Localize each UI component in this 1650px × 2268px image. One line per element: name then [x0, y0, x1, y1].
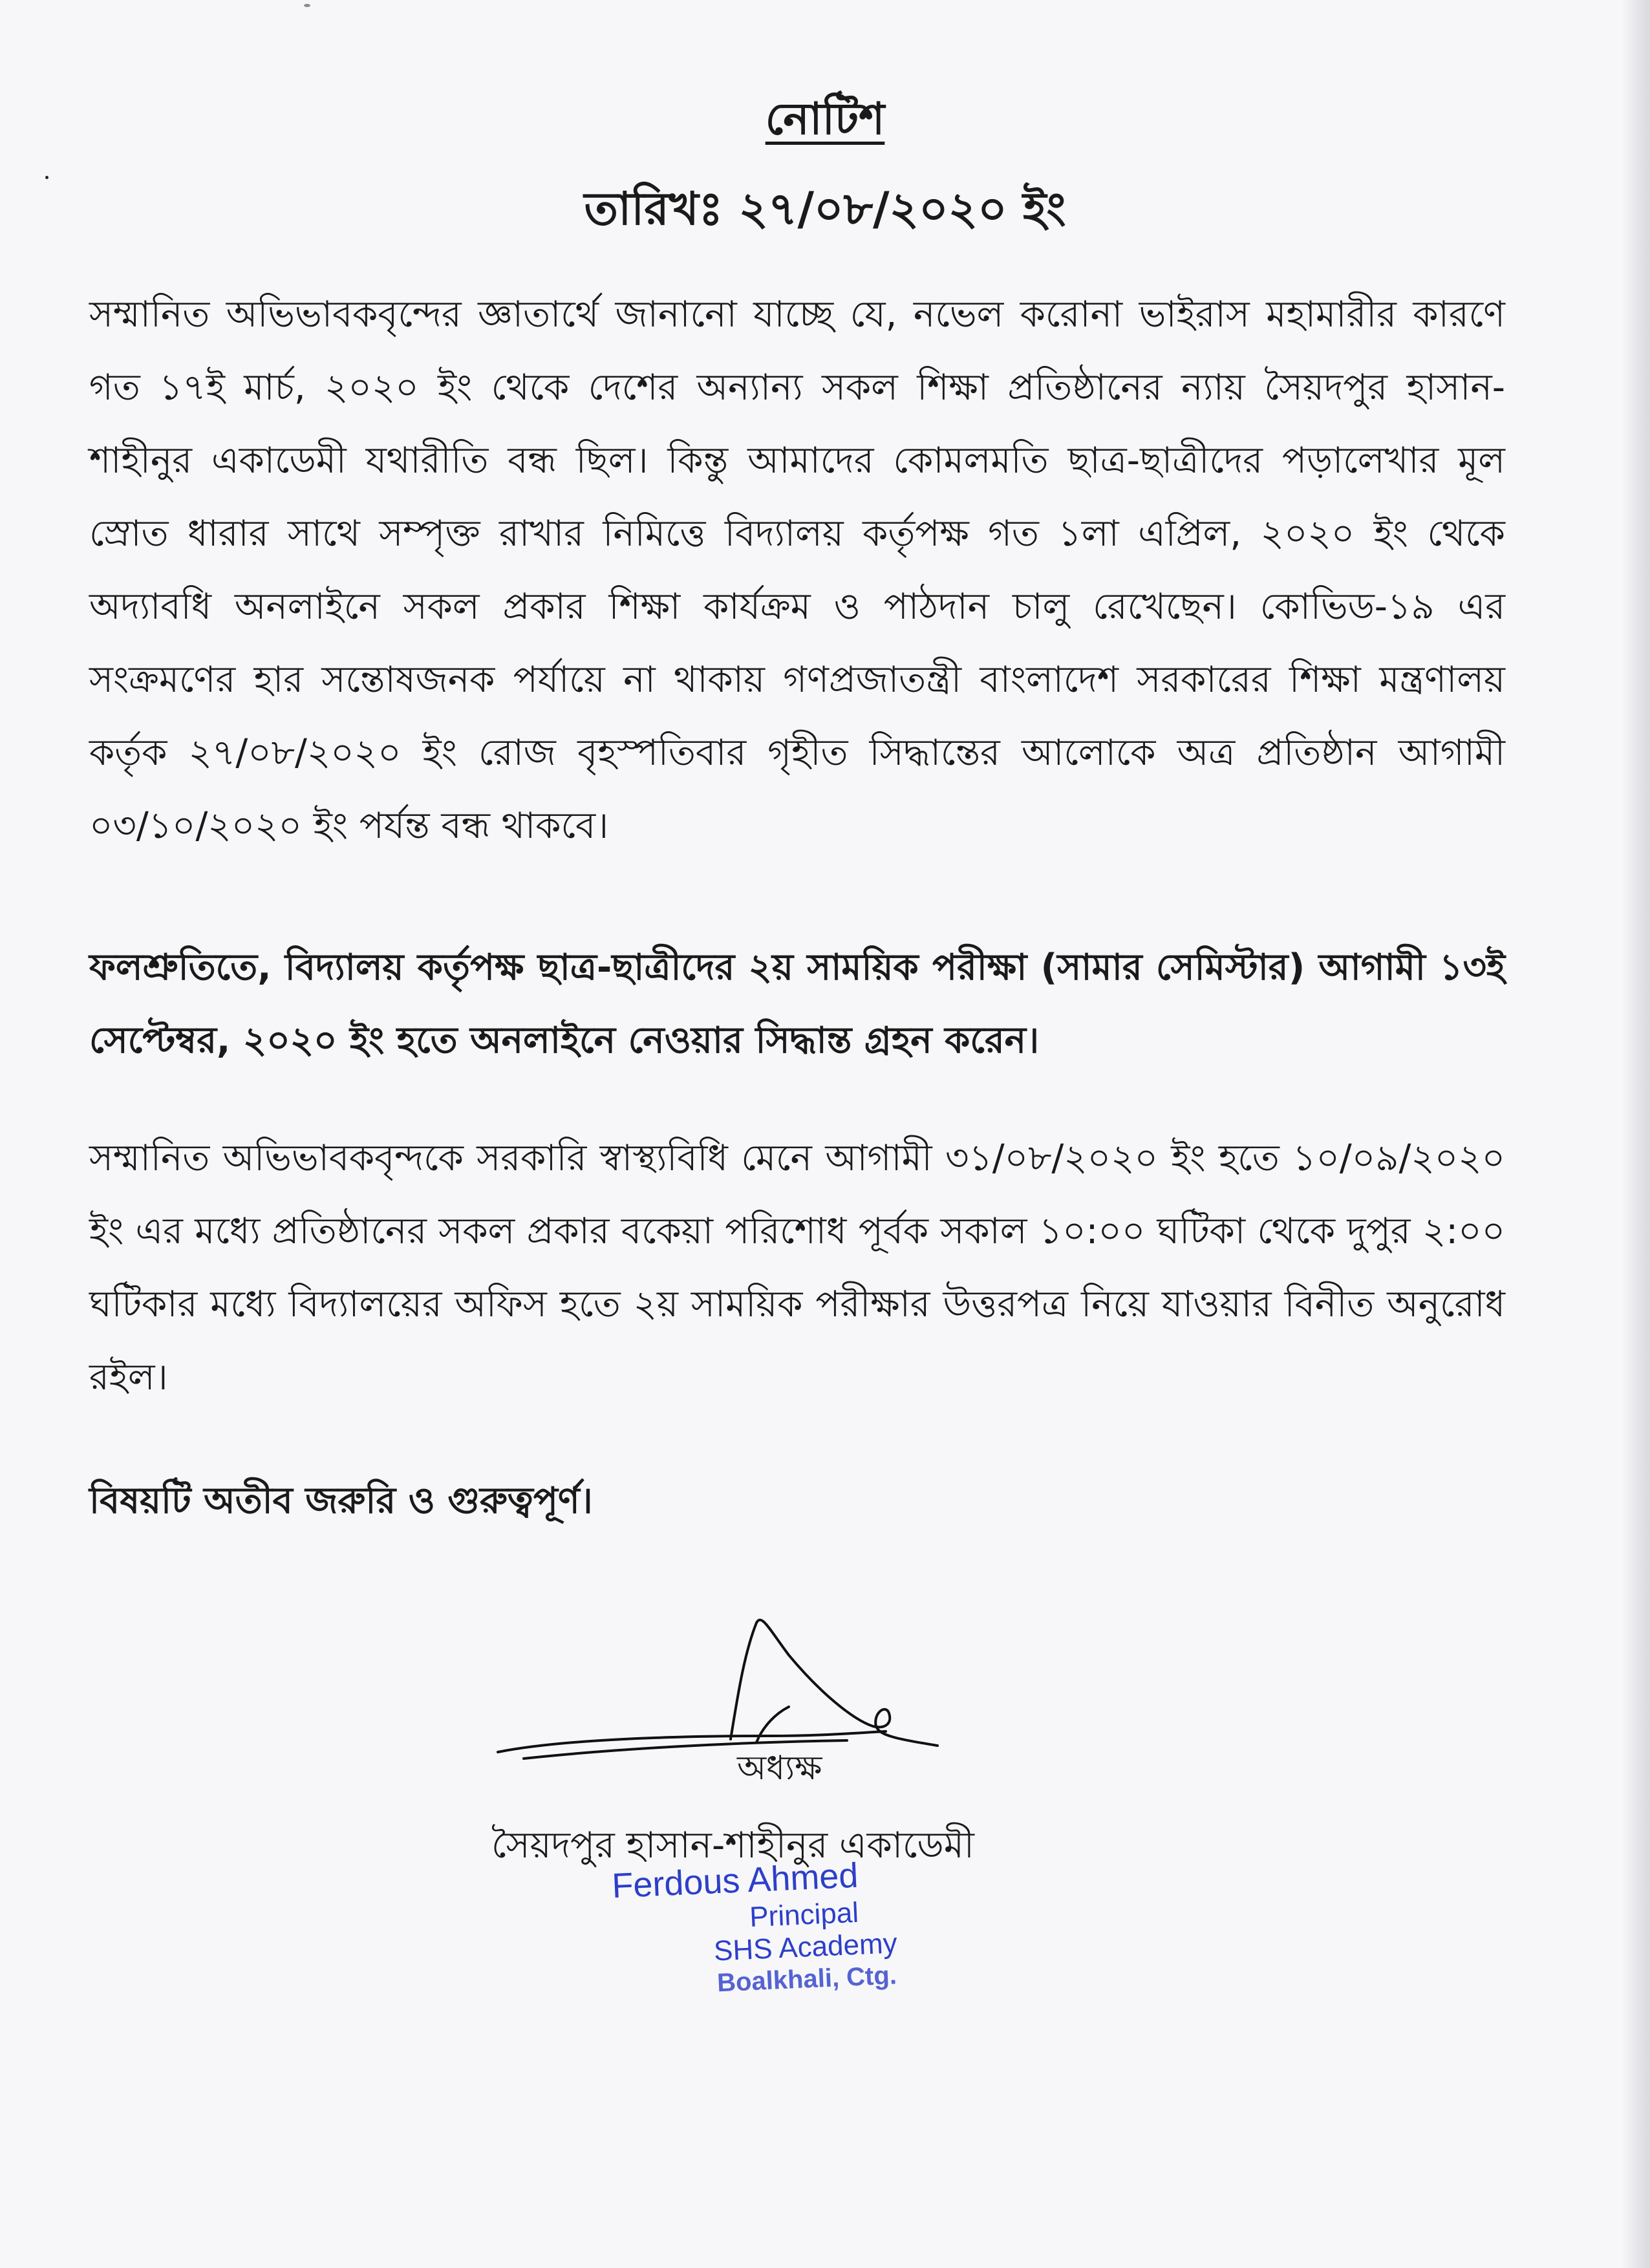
signatory-role: অধ্যক্ষ [737, 1749, 822, 1788]
stamp-address: Boalkhali, Ctg. [716, 1961, 897, 1998]
stamp-title: Principal [749, 1896, 860, 1934]
paragraph-announcement: সম্মানিত অভিভাবকবৃন্দের জ্ঞাতার্থে জানানো যাচ্ছে যে, নভেল করোনা ভাইরাস মহামারীর কারণে গত ১৭ই মার্চ, ২০২০ ইং থেকে দেশের অন্যান্য সকল শিক্ষা প্রতিষ্ঠানের ন্যায় সৈয়দপুর হাসান-শাহীনুর একাডেমী যথারীতি বন্ধ ছিল। কিন্তু আমাদের কোমলমতি ছাত্র-ছাত্রীদের পড়ালেখার মূল স্রোত ধারার সাথে সম্পৃক্ত রাখার নিমিত্তে বিদ্যালয় কর্তৃপক্ষ গত ১লা এপ্রিল, ২০২০ ইং থেকে অদ্যাবধি অনলাইনে সকল প্রকার শিক্ষা কার্যক্রম ও পাঠদান চালু রেখেছেন। কোভিড-১৯ এর সংক্রমণের হার সন্তোষজনক পর্যায়ে না থাকায় গণপ্রজাতন্ত্রী বাংলাদেশ সরকারের শিক্ষা মন্ত্রণালয় কর্তৃক ২৭/০৮/২০২০ ইং রোজ বৃহস্পতিবার গৃহীত সিদ্ধান্তের আলোকে অত্র প্রতিষ্ঠান আগামী ০৩/১০/২০২০ ইং পর্যন্ত বন্ধ থাকবে। [89, 294, 1505, 847]
paragraph-exam-decision: ফলশ্রুতিতে, বিদ্যালয় কর্তৃপক্ষ ছাত্র-ছাত্রীদের ২য় সাময়িক পরীক্ষা (সামার সেমিস্টার) আগামী ১৩ই সেপ্টেম্বর, ২০২০ ইং হতে অনলাইনে নেওয়ার সিদ্ধান্ত গ্রহন করেন। [89, 947, 1505, 1062]
stamp-institution: SHS Academy [713, 1927, 898, 1967]
notice-date: তারিখঃ ২৭/০৮/২০২০ ইং [584, 182, 1066, 235]
notice-title-text: নোটিশ [765, 94, 885, 145]
stamp-name: Ferdous Ahmed [611, 1856, 859, 1906]
notice-title [0, 91, 1650, 149]
paragraph-parent-instructions: সম্মানিত অভিভাবকবৃন্দকে সরকারি স্বাস্থ্যবিধি মেনে আগামী ৩১/০৮/২০২০ ইং হতে ১০/০৯/২০২০ ইং এর মধ্যে প্রতিষ্ঠানের সকল প্রকার বকেয়া পরিশোধ পূর্বক সকাল ১০:০০ ঘটিকা থেকে দুপুর ২:০০ ঘটিকার মধ্যে বিদ্যালয়ের অফিস হতে ২য় সাময়িক পরীক্ষার উত্তরপত্র নিয়ে যাওয়ার বিনীত অনুরোধ রইল। [89, 1137, 1505, 1398]
principal-stamp [601, 1848, 1008, 2004]
signatory-organization: সৈয়দপুর হাসান-শাহীনুর একাডেমী [491, 1824, 974, 1867]
dust-speck [304, 4, 310, 7]
paper-edge-shadow [1622, 0, 1650, 2268]
paragraph-importance: বিষয়টি অতীব জরুরি ও গুরুত্বপূর্ণ। [89, 1480, 593, 1522]
